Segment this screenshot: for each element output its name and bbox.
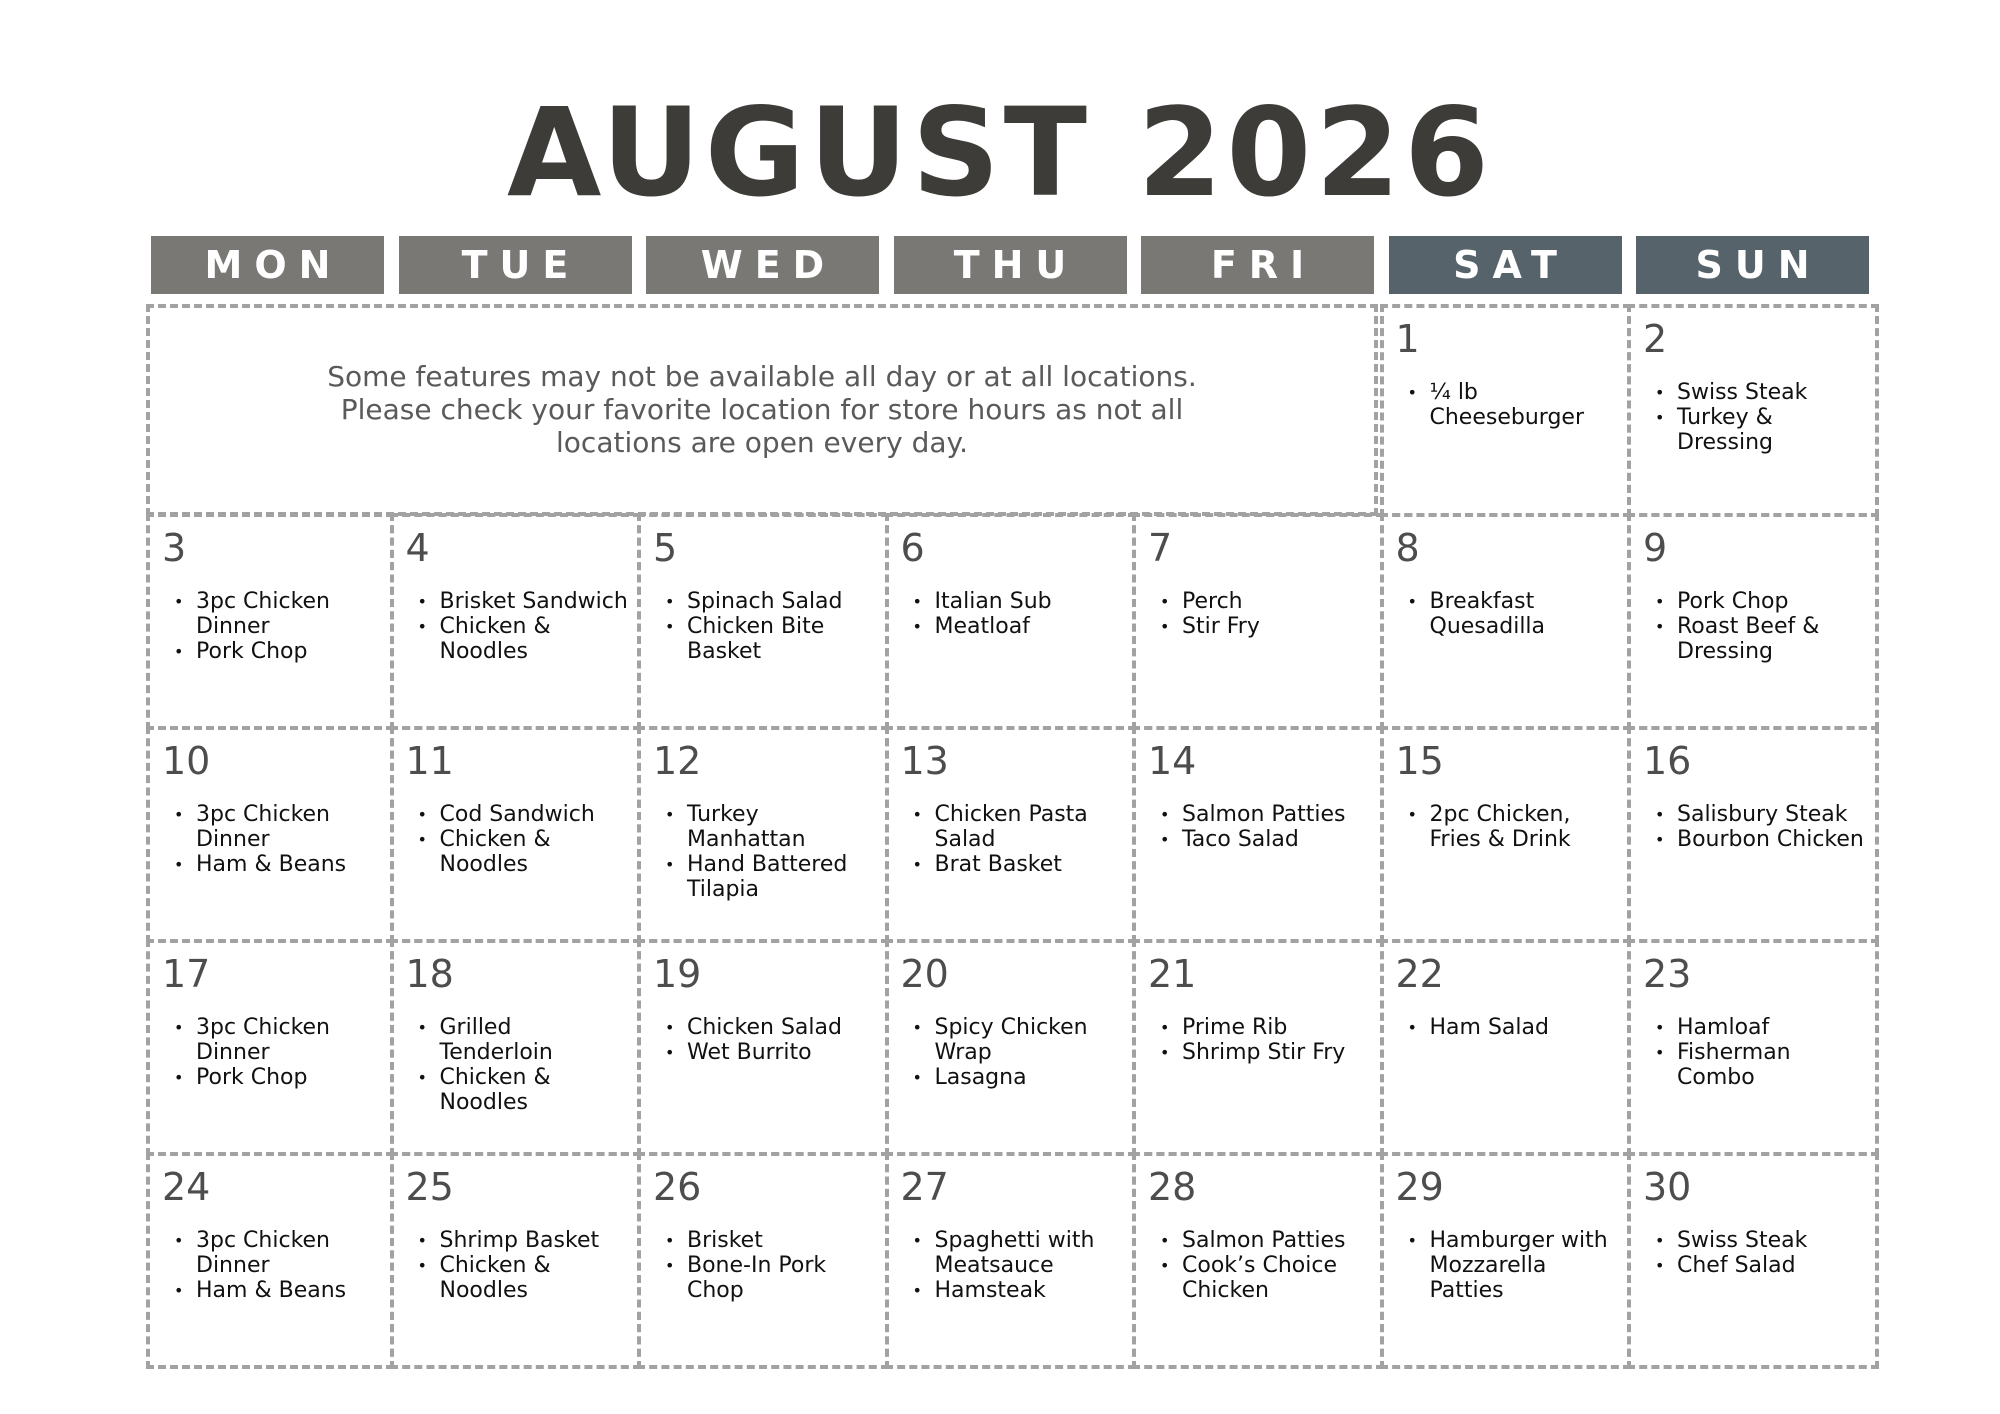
menu-item: • Stir Fry [1158, 614, 1374, 639]
menu-list [1406, 1015, 1622, 1040]
menu-list [663, 1015, 879, 1065]
day-cell [146, 1152, 394, 1369]
day-number: 8 [1395, 526, 1420, 570]
menu-item: • Grilled Tenderloin [416, 1015, 632, 1065]
weekday-header-fri: FRI [1141, 236, 1374, 294]
day-number: 23 [1643, 952, 1692, 996]
day-cell [1132, 513, 1384, 730]
weekday-header-sun: SUN [1636, 236, 1869, 294]
day-cell [1627, 304, 1879, 517]
day-number: 2 [1643, 317, 1668, 361]
day-number: 10 [162, 739, 211, 783]
menu-item: • Turkey Manhattan [663, 802, 879, 852]
menu-item: • 2pc Chicken, Fries & Drink [1406, 802, 1622, 852]
day-number: 15 [1395, 739, 1444, 783]
day-cell [1627, 513, 1879, 730]
menu-item: • Italian Sub [911, 589, 1127, 614]
day-number: 21 [1148, 952, 1197, 996]
day-cell [146, 513, 394, 730]
menu-list [1653, 802, 1869, 852]
day-cell [885, 726, 1137, 943]
menu-list [1653, 1015, 1869, 1090]
menu-item: • Chicken & Noodles [416, 827, 632, 877]
menu-item: • Salisbury Steak [1653, 802, 1869, 827]
weekday-header-wed: WED [646, 236, 879, 294]
day-number: 13 [900, 739, 949, 783]
day-number: 11 [405, 739, 454, 783]
menu-list [911, 1015, 1127, 1090]
menu-item: • 3pc Chicken Dinner [172, 1228, 388, 1278]
day-number: 3 [162, 526, 187, 570]
day-number: 16 [1643, 739, 1692, 783]
menu-list [1158, 1015, 1374, 1065]
menu-item: • Salmon Patties [1158, 802, 1374, 827]
menu-list [172, 1015, 388, 1090]
menu-item: • Roast Beef & Dressing [1653, 614, 1869, 664]
day-cell [1380, 513, 1632, 730]
day-cell [1380, 939, 1632, 1156]
menu-list [1406, 380, 1622, 430]
menu-item: • Hamsteak [911, 1278, 1127, 1303]
menu-item: • Spicy Chicken Wrap [911, 1015, 1127, 1065]
menu-item: • Swiss Steak [1653, 1228, 1869, 1253]
day-cell [146, 939, 394, 1156]
menu-item: • Swiss Steak [1653, 380, 1869, 405]
menu-item: • Hamburger with Mozzarella Patties [1406, 1228, 1622, 1303]
day-cell [637, 939, 889, 1156]
menu-item: • Bourbon Chicken [1653, 827, 1869, 852]
day-cell [390, 1152, 642, 1369]
menu-list [911, 802, 1127, 877]
menu-list [416, 1228, 632, 1303]
menu-list [1406, 1228, 1622, 1303]
day-number: 12 [653, 739, 702, 783]
day-cell [1380, 726, 1632, 943]
menu-list [1653, 1228, 1869, 1278]
day-cell [390, 939, 642, 1156]
day-number: 28 [1148, 1165, 1197, 1209]
menu-item: • Chicken & Noodles [416, 1253, 632, 1303]
menu-list [1158, 589, 1374, 639]
day-cell [1380, 1152, 1632, 1369]
menu-item: • Chicken Pasta Salad [911, 802, 1127, 852]
day-cell [637, 1152, 889, 1369]
day-number: 25 [405, 1165, 454, 1209]
menu-item: • Prime Rib [1158, 1015, 1374, 1040]
menu-item: • Bone-In Pork Chop [663, 1253, 879, 1303]
day-number: 9 [1643, 526, 1668, 570]
weekday-header-sat: SAT [1389, 236, 1622, 294]
menu-list [416, 1015, 632, 1115]
day-cell [1627, 939, 1879, 1156]
weekday-header-mon: MON [151, 236, 384, 294]
menu-item: • Ham & Beans [172, 1278, 388, 1303]
menu-item: • Hamloaf [1653, 1015, 1869, 1040]
day-cell [390, 513, 642, 730]
menu-item: • 3pc Chicken Dinner [172, 589, 388, 639]
menu-list [1158, 1228, 1374, 1303]
day-cell [1132, 939, 1384, 1156]
weekday-header-thu: THU [894, 236, 1127, 294]
day-cell [1132, 726, 1384, 943]
day-number: 29 [1395, 1165, 1444, 1209]
menu-item: • 3pc Chicken Dinner [172, 1015, 388, 1065]
day-cell [1627, 726, 1879, 943]
menu-item: • Spinach Salad [663, 589, 879, 614]
day-number: 22 [1395, 952, 1444, 996]
menu-item: • Meatloaf [911, 614, 1127, 639]
menu-list [416, 802, 632, 877]
menu-item: • Chef Salad [1653, 1253, 1869, 1278]
menu-item: • Cod Sandwich [416, 802, 632, 827]
day-number: 4 [405, 526, 430, 570]
menu-item: • Chicken & Noodles [416, 1065, 632, 1115]
day-number: 7 [1148, 526, 1173, 570]
menu-item: • Chicken & Noodles [416, 614, 632, 664]
day-cell [146, 726, 394, 943]
menu-item: • Salmon Patties [1158, 1228, 1374, 1253]
day-number: 1 [1395, 317, 1420, 361]
menu-item: • Spaghetti with Meatsauce [911, 1228, 1127, 1278]
menu-list [172, 589, 388, 664]
menu-item: • Hand Battered Tilapia [663, 852, 879, 902]
day-cell [885, 513, 1137, 730]
day-number: 14 [1148, 739, 1197, 783]
day-number: 18 [405, 952, 454, 996]
menu-item: • Brisket [663, 1228, 879, 1253]
day-cell [1380, 304, 1632, 517]
weekday-header-tue: TUE [399, 236, 632, 294]
notice-text: Some features may not be available all day or at all locations. Please check your favorite location for store hours as not all locations are open every day. [327, 360, 1197, 459]
menu-item: • Taco Salad [1158, 827, 1374, 852]
menu-list [1406, 589, 1622, 639]
menu-item: • Cook’s Choice Chicken [1158, 1253, 1374, 1303]
menu-item: • Ham & Beans [172, 852, 388, 877]
menu-item: • Pork Chop [1653, 589, 1869, 614]
menu-item: • Pork Chop [172, 639, 388, 664]
day-number: 20 [900, 952, 949, 996]
notice-box [146, 304, 1378, 516]
calendar-title: AUGUST 2026 [506, 82, 1494, 224]
day-number: 6 [900, 526, 925, 570]
menu-item: • Pork Chop [172, 1065, 388, 1090]
menu-list [1406, 802, 1622, 852]
menu-list [416, 589, 632, 664]
menu-item: • 3pc Chicken Dinner [172, 802, 388, 852]
day-cell [885, 1152, 1137, 1369]
menu-item: • Brat Basket [911, 852, 1127, 877]
menu-item: • Fisherman Combo [1653, 1040, 1869, 1090]
day-cell [637, 726, 889, 943]
day-number: 26 [653, 1165, 702, 1209]
day-cell [637, 513, 889, 730]
menu-item: • Wet Burrito [663, 1040, 879, 1065]
day-number: 5 [653, 526, 678, 570]
menu-item: • Ham Salad [1406, 1015, 1622, 1040]
menu-item: • Chicken Salad [663, 1015, 879, 1040]
menu-item: • Turkey & Dressing [1653, 405, 1869, 455]
day-number: 30 [1643, 1165, 1692, 1209]
menu-list [911, 1228, 1127, 1303]
menu-item: • Shrimp Basket [416, 1228, 632, 1253]
day-number: 19 [653, 952, 702, 996]
menu-list [911, 589, 1127, 639]
menu-list [663, 589, 879, 664]
day-number: 27 [900, 1165, 949, 1209]
menu-item: • Perch [1158, 589, 1374, 614]
menu-item: • Lasagna [911, 1065, 1127, 1090]
menu-item: • Chicken Bite Basket [663, 614, 879, 664]
day-cell [1627, 1152, 1879, 1369]
menu-list [663, 802, 879, 902]
menu-list [172, 1228, 388, 1303]
menu-list [172, 802, 388, 877]
day-cell [885, 939, 1137, 1156]
menu-list [1653, 589, 1869, 664]
menu-list [1158, 802, 1374, 852]
menu-item: • Shrimp Stir Fry [1158, 1040, 1374, 1065]
day-cell [390, 726, 642, 943]
menu-list [663, 1228, 879, 1303]
day-number: 24 [162, 1165, 211, 1209]
menu-item: • ¼ lb Cheeseburger [1406, 380, 1622, 430]
menu-list [1653, 380, 1869, 455]
menu-item: • Breakfast Quesadilla [1406, 589, 1622, 639]
day-cell [1132, 1152, 1384, 1369]
day-number: 17 [162, 952, 211, 996]
menu-item: • Brisket Sandwich [416, 589, 632, 614]
